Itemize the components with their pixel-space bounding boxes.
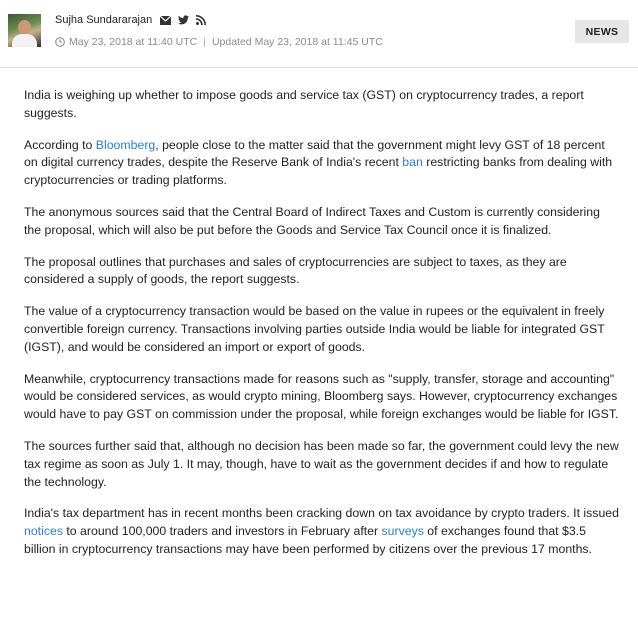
bloomberg-link[interactable]: Bloomberg xyxy=(95,137,156,152)
paragraph-4: The proposal outlines that purchases and sales of cryptocurrencies are subject to taxes, as they are considered a supply of goods, the report suggests. xyxy=(24,254,567,287)
avatar-shirt xyxy=(12,34,37,47)
paragraph-2-text-a: According to xyxy=(24,137,96,152)
avatar-face xyxy=(18,20,31,35)
paragraph-7: The sources further said that, although no decision has been made so far, the government could levy the new tax regime as soon as July 1. It may, though, have to wait as the government decides if and how to regulate the technology. xyxy=(24,438,619,489)
twitter-icon[interactable] xyxy=(178,15,189,25)
paragraph-3: The anonymous sources said that the Central Board of Indirect Taxes and Custom is currently considering the proposal, which will also be put before the Goods and Service Tax Council once it is finalized. xyxy=(24,204,600,237)
notices-link[interactable]: notices xyxy=(24,524,63,539)
author-row xyxy=(55,14,213,26)
updated-label: Updated xyxy=(211,36,252,48)
paragraph-2-text-c: restricting banks from dealing with cryptocurrencies or trading platforms. xyxy=(24,155,613,188)
paragraph-2-text-b: , people close to the matter said that the government might levy GST of 18 percent on digital currency trades, despite the Reserve Bank of India's recent xyxy=(24,137,605,170)
paragraph-8-text-a: India's tax department has in recent months been cracking down on tax avoidance by crypto traders. It issued xyxy=(24,506,619,521)
author-avatar[interactable] xyxy=(8,14,41,47)
article-header xyxy=(0,0,638,68)
ban-link[interactable]: ban xyxy=(402,155,423,170)
news-badge[interactable]: NEWS xyxy=(575,20,629,43)
article-body xyxy=(24,87,620,573)
paragraph-8 xyxy=(24,505,620,558)
rss-icon[interactable] xyxy=(196,15,206,25)
updated-date: May 23, 2018 at 11:45 UTC xyxy=(254,36,383,48)
email-icon[interactable] xyxy=(160,16,171,25)
paragraph-2 xyxy=(24,137,620,190)
date-row xyxy=(55,36,383,48)
date-separator: | xyxy=(203,36,206,48)
paragraph-8-text-c: of exchanges found that $3.5 billion in cryptocurrency transactions may have been performed by citizens over the previous 17 months. xyxy=(24,524,592,556)
paragraph-6: Meanwhile, cryptocurrency transactions made for reasons such as "supply, transfer, storage and accounting" would be considered services, as would crypto mining, Bloomberg says. However, cryptocurrency exchanges would have to pay GST on commission under the proposal, while foreign exchanges would be liable for IGST. xyxy=(24,371,619,422)
paragraph-1: India is weighing up whether to impose goods and service tax (GST) on cryptocurrency trades, a report suggests. xyxy=(24,88,584,120)
clock-icon xyxy=(55,37,65,47)
paragraph-5: The value of a cryptocurrency transaction would be based on the value in rupees or the equivalent in freely convertible foreign currency. Transactions involving parties outside India would be liable for integrated GST (IGST), and would be considered an import or export of goods. xyxy=(24,304,605,354)
published-date: May 23, 2018 at 11:40 UTC xyxy=(69,36,198,48)
author-name[interactable]: Sujha Sundararajan xyxy=(55,14,153,26)
surveys-link[interactable]: surveys xyxy=(381,524,424,539)
paragraph-8-text-b: to around 100,000 traders and investors in February after xyxy=(62,524,382,539)
